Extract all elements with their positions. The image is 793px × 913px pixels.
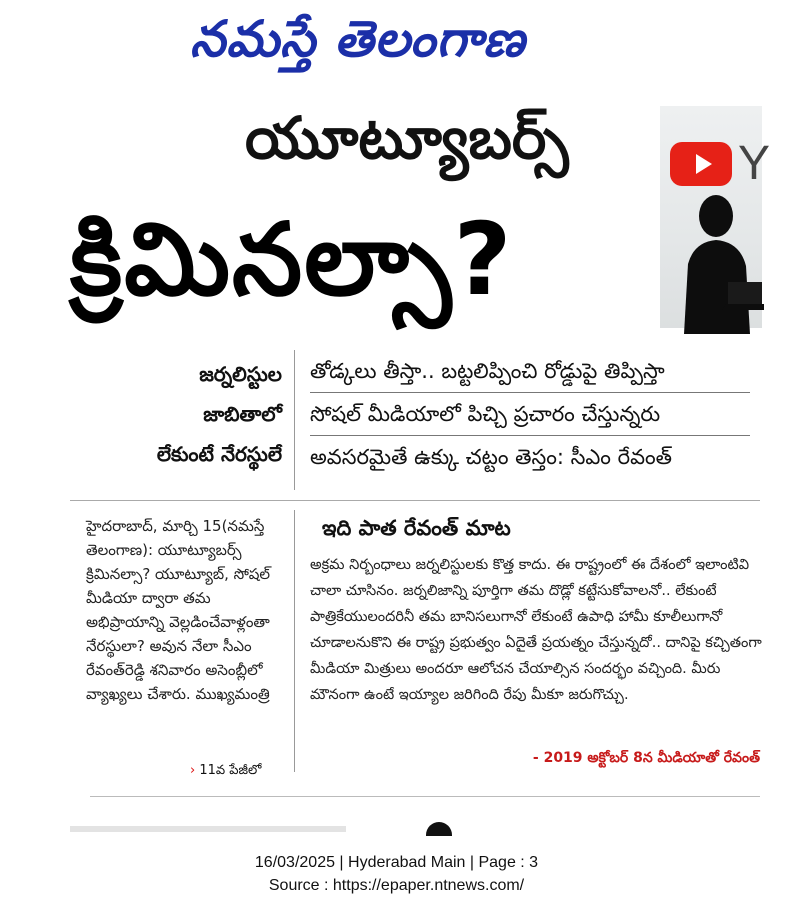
arrow-right-icon: › bbox=[190, 763, 196, 778]
column-divider bbox=[294, 510, 295, 772]
youtube-logo-icon bbox=[670, 142, 732, 186]
sidebar-line: జాబితాలో bbox=[203, 402, 282, 426]
left-article-body: హైదరాబాద్, మార్చి 15(నమస్తే తెలంగాణ): యూట్యూబర్స్ క్రిమినల్సా? యూట్యూబ్, సోషల్ మీడియా ద్వారా తమ అభిప్రాయాన్ని వెల్లడించేవాళ్లంతా నేరస్థులా? అవున నేలా సీఎం రేవంత్‌రెడ్డి శనివారం అసెంబ్లీలో వ్యాఖ్యలు చేశారు. ముఖ్యమంత్రి bbox=[86, 517, 271, 703]
quote-attribution: - 2019 అక్టోబర్ 8న మీడియాతో రేవంత్ bbox=[532, 750, 760, 766]
continued-note bbox=[190, 763, 261, 781]
headline-line2: క్రిమినల్సా? bbox=[70, 201, 514, 318]
key-points bbox=[310, 350, 750, 478]
key-point: అవసరమైతే ఉక్కు చట్టం తెస్తం: సీఎం రేవంత్ bbox=[310, 445, 672, 469]
silhouette-figure bbox=[674, 194, 764, 334]
news-photo bbox=[660, 106, 771, 328]
footer-edition-line: 16/03/2025 | Hyderabad Main | Page : 3 bbox=[254, 854, 539, 871]
key-point: తోడ్కలు తీస్తా.. బట్టలిప్పించి రోడ్డుపై తిప్పిస్తా bbox=[310, 350, 750, 393]
sidebar-line: లేకుంటే నేరస్థులే bbox=[156, 442, 282, 466]
partial-graphic bbox=[426, 822, 452, 836]
sidebar-line: జర్నలిస్టుల bbox=[199, 362, 282, 386]
headline-line1: యూట్యూబర్స్ bbox=[245, 104, 569, 172]
column-divider bbox=[294, 350, 295, 490]
left-article bbox=[86, 514, 282, 706]
section-divider bbox=[70, 500, 760, 501]
masthead-title: నమస్తే తెలంగాణ bbox=[190, 10, 526, 68]
footer-source-line: Source : https://epaper.ntnews.com/ bbox=[268, 877, 525, 894]
sidebar-subheads bbox=[70, 354, 282, 474]
key-point: సోషల్ మీడియాలో పిచ్చి ప్రచారం చేస్తున్నరు bbox=[310, 393, 750, 436]
gray-band bbox=[70, 826, 346, 832]
quote-heading: ఇది పాత రేవంత్ మాట bbox=[322, 516, 511, 540]
continued-text: 11వ పేజీలో bbox=[199, 763, 262, 778]
youtube-wordmark-fragment: Y bbox=[738, 137, 771, 190]
quote-body: అక్రమ నిర్బంధాలు జర్నలిస్టులకు కొత్త కాదు. ఈ రాష్ట్రంలో ఈ దేశంలో ఇలాంటివి చాలా చూసినం. జర్నలిజాన్ని పూర్తిగా తమ దొడ్లో కట్టేసుకోవాలనో.. లేకుంటే పాత్రికేయులందరినీ తమ బానిసలుగానో లేకుంటే ఉపాధి హామీ కూలీలుగానో చూడాలనుకొని ఈ రాష్ట్ర ప్రభుత్వం ఏదైతే ప్రయత్నం చేస్తున్నదో.. దానిపై కచ్చితంగా మీడియా మిత్రులు అందరూ ఆలోచన చేయాల్సిన సందర్భం వచ్చింది. మీరు మౌనంగా ఉంటే ఇయ్యాల జరిగింది రేపు మీకూ జరుగొచ్చు. bbox=[310, 557, 762, 703]
bottom-rule bbox=[90, 796, 760, 797]
